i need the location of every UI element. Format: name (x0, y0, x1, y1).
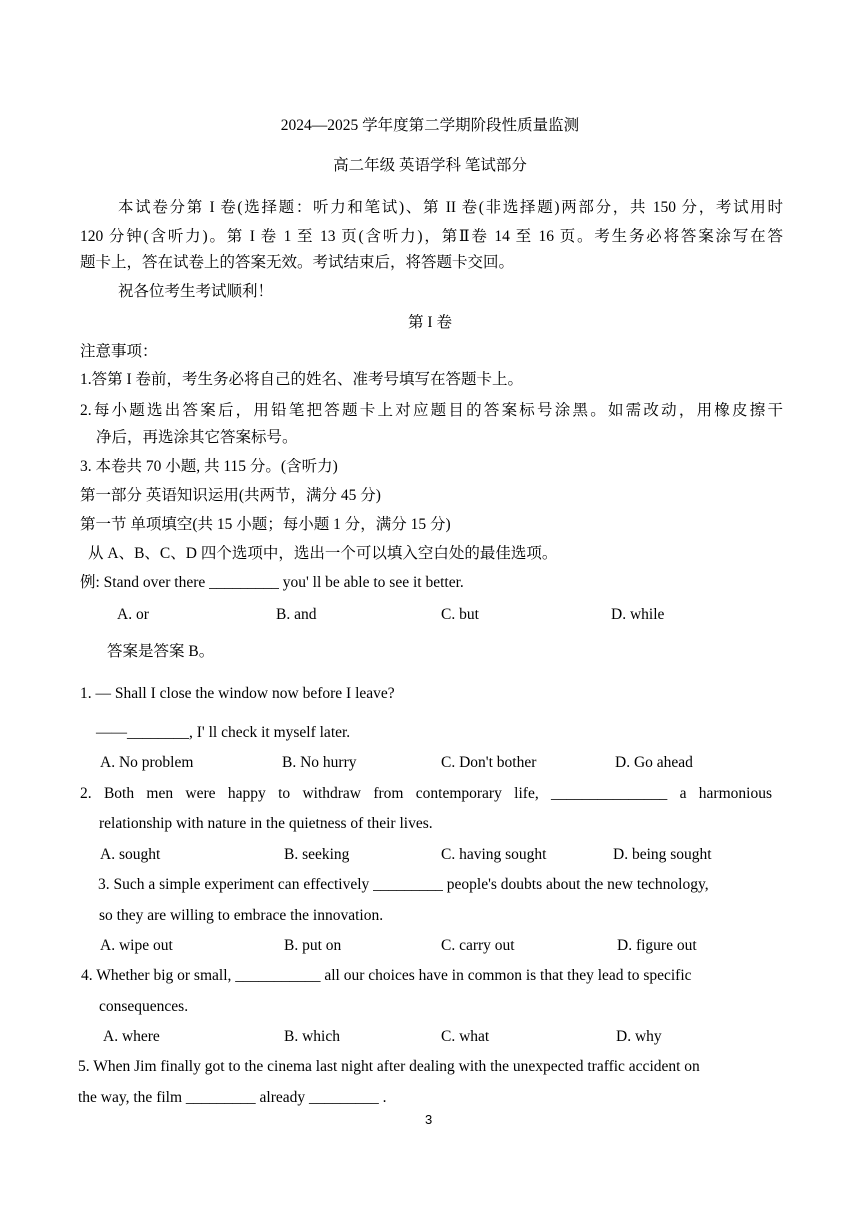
q2-option-d: D. being sought (613, 846, 712, 863)
page-title: 2024—2025 学年度第二学期阶段性质量监测 (280, 117, 580, 134)
section-heading: 第一节 单项填空(共 15 小题；每小题 1 分，满分 15 分) (80, 516, 451, 533)
q4-stem-line-2: consequences. (99, 998, 189, 1015)
q1-response-text: , I' ll check it myself later. (189, 724, 351, 741)
q4-option-d: D. why (616, 1028, 662, 1045)
example-option-c: C. but (441, 606, 479, 623)
q4-option-b: B. which (284, 1028, 340, 1045)
q3-option-a: A. wipe out (100, 937, 173, 954)
notes-item-2-line-2: 净后，再选涂其它答案标号。 (96, 429, 298, 446)
notes-item-1: 1.答第 I 卷前，考生务必将自己的姓名、准考号填写在答题卡上。 (80, 371, 524, 388)
page-number: 3 (425, 1112, 433, 1127)
q2-option-b: B. seeking (284, 846, 350, 863)
q1-option-c: C. Don't bother (441, 754, 537, 771)
q3-option-d: D. figure out (617, 937, 697, 954)
q5-stem-line-1: 5. When Jim finally got to the cinema last night after dealing with the unexpected traffic accident on (78, 1058, 700, 1075)
q3-stem-line-2: so they are willing to embrace the innovation. (99, 907, 384, 924)
q2-stem-line-2: relationship with nature in the quietness of their lives. (99, 815, 433, 832)
intro-line-2: 120 分钟(含听力)。第 I 卷 1 至 13 页(含听力)，第Ⅱ卷 14 至 16 页。考生务必将答案涂写在答 (80, 228, 783, 245)
q1-option-d: D. Go ahead (615, 754, 693, 771)
example-blank: _________ (209, 574, 279, 591)
q1-response (96, 724, 350, 743)
notes-item-2-line-1: 2.每小题选出答案后，用铅笔把答题卡上对应题目的答案标号涂黑。如需改动，用橡皮擦干 (80, 402, 783, 419)
q2-option-c: C. having sought (441, 846, 547, 863)
intro-wish: 祝各位考生考试顺利！ (118, 283, 274, 300)
q4-option-c: C. what (441, 1028, 490, 1045)
volume-title: 第 I 卷 (408, 314, 452, 331)
q4-option-a: A. where (103, 1028, 160, 1045)
q2-option-a: A. sought (100, 846, 161, 863)
example-stem-post: you' ll be able to see it better. (278, 574, 464, 591)
part-heading: 第一部分 英语知识运用(共两节，满分 45 分) (80, 487, 381, 504)
q2-stem-line-1: 2. Both men were happy to withdraw from contemporary life, _______________ a harmonious (80, 785, 772, 802)
example-answer: 答案是答案 B。 (107, 643, 215, 660)
notes-heading: 注意事项： (80, 343, 158, 360)
q4-stem-line-1: 4. Whether big or small, ___________ all our choices have in common is that they lead to specific (81, 967, 692, 984)
intro-line-3: 题卡上，答在试卷上的答案无效。考试结束后，将答题卡交回。 (80, 254, 515, 271)
example-stem-pre: 例: Stand over there (80, 574, 210, 591)
q3-stem-line-1: 3. Such a simple experiment can effectively _________ people's doubts about the new technology, (98, 876, 709, 893)
example-option-a: A. or (117, 606, 149, 623)
example-option-b: B. and (276, 606, 317, 623)
q3-option-b: B. put on (284, 937, 342, 954)
example-option-d: D. while (611, 606, 665, 623)
q1-dash: —— (96, 724, 127, 741)
q1-option-b: B. No hurry (282, 754, 357, 771)
page-subtitle: 高二年级 英语学科 笔试部分 (333, 157, 527, 174)
q1-blank: ________ (127, 724, 189, 741)
intro-line-1: 本试卷分第 I 卷(选择题：听力和笔试)、第 II 卷(非选择题)两部分，共 150 分，考试用时 (118, 199, 783, 216)
notes-item-3: 3. 本卷共 70 小题, 共 115 分。(含听力) (80, 458, 338, 475)
instruction: 从 A、B、C、D 四个选项中，选出一个可以填入空白处的最佳选项。 (88, 545, 558, 562)
q1-stem: 1. — Shall I close the window now before I leave? (80, 685, 395, 702)
q1-option-a: A. No problem (100, 754, 194, 771)
q5-stem-line-2: the way, the film _________ already _________ . (78, 1089, 387, 1106)
example-stem (80, 574, 464, 593)
q3-option-c: C. carry out (441, 937, 515, 954)
